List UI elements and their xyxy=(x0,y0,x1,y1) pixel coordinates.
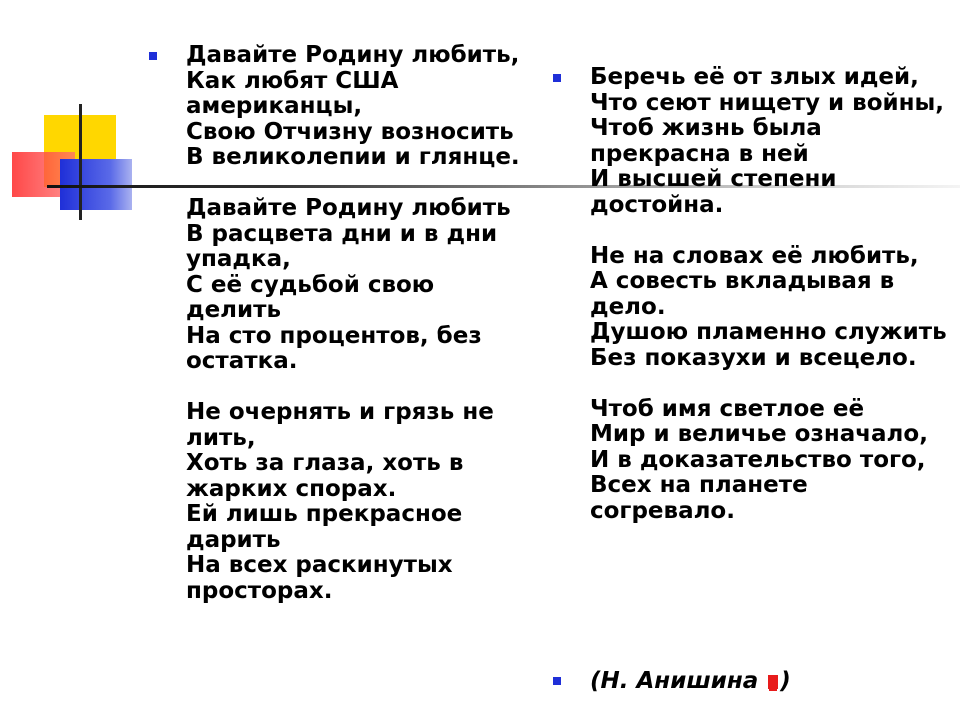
poem-left-column xyxy=(149,43,534,604)
author-name: (Н. Анишина xyxy=(590,668,767,694)
poem-right-text: Беречь её от злых идей, Что сеют нищету и войны, Чтоб жизнь была прекрасна в ней И высшей степени достойна. Не на словах её любить, А совесть вкладывая в дело. Душою пламенно служить Без показухи и всецело. Чтоб имя светлое её Мир и величье означало, И в доказательство того, Всех на планете согревало. xyxy=(590,64,947,524)
poem-right-column xyxy=(553,65,948,524)
bullet-icon xyxy=(149,52,157,60)
poem-left-text: Давайте Родину любить, Как любят США американцы, Свою Отчизну возносить В великолепии и глянце. Давайте Родину любить В расцвета дни и в дни упадка, С её судьбой свою делить На сто процентов, без остатка. Не очернять и грязь не лить, Хоть за глаза, хоть в жарких спорах. Ей лишь прекрасное дарить На всех раскинутых просторах. xyxy=(186,42,520,604)
author-line xyxy=(553,668,791,694)
author-close: ) xyxy=(780,668,791,694)
bullet-icon xyxy=(553,74,561,82)
sound-icon[interactable] xyxy=(768,675,778,689)
decor-vertical-line xyxy=(79,104,82,220)
bullet-icon xyxy=(553,677,561,685)
